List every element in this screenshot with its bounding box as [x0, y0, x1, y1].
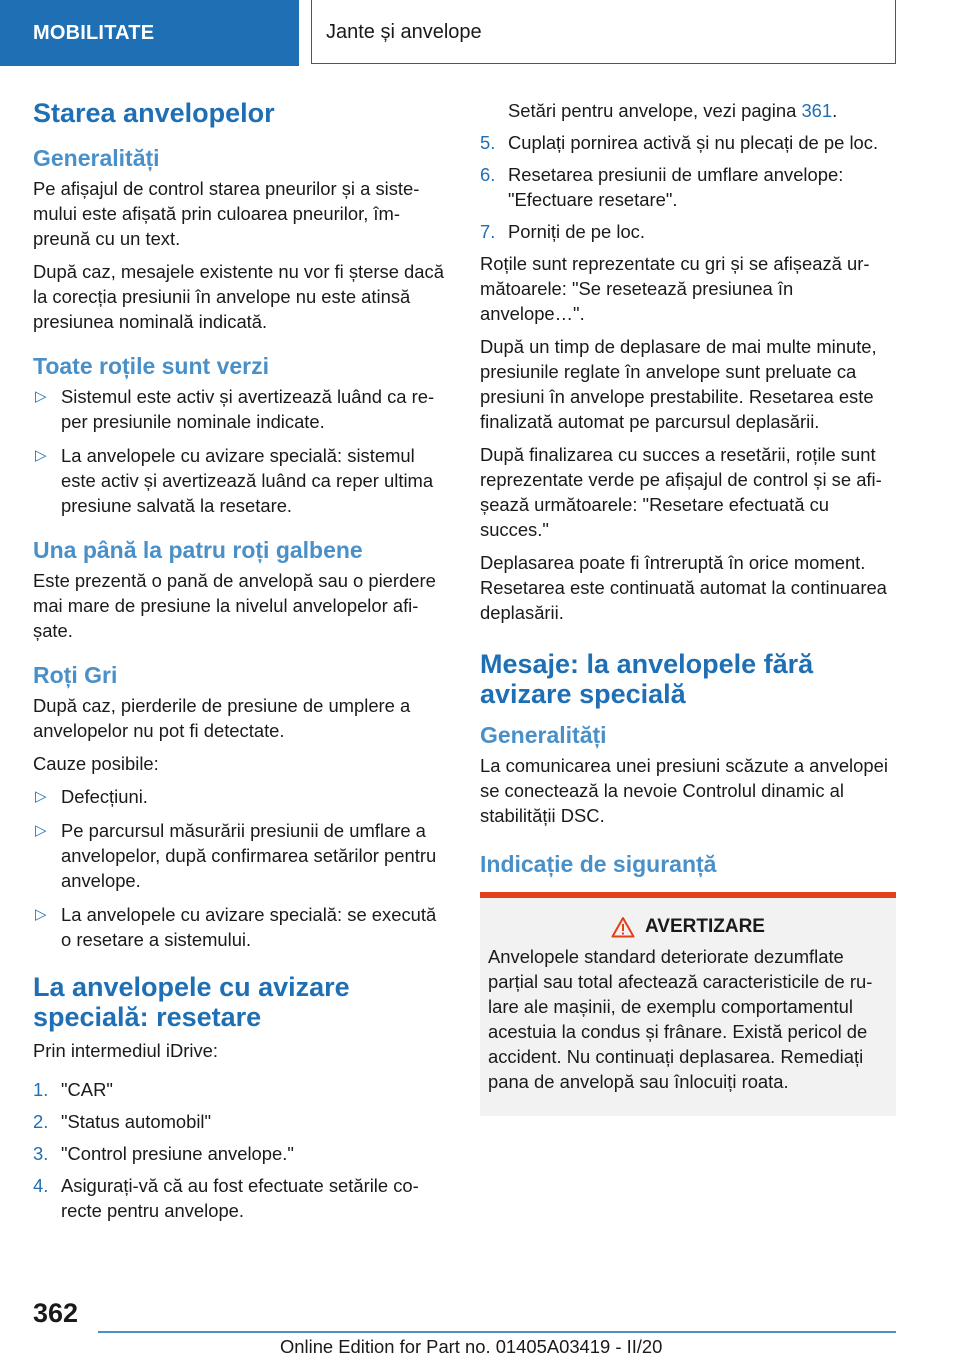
warning-text: Anvelopele standard deteriorate dezumflate parțial sau total afectează caracteristicile de rulare ale mașinii, de exemplu comportamentul acestuia la condus și frânare. Există pericol de accident. Nu continuați deplasarea. Remediați pana de anvelopă sau înlocuiți roata. — [488, 946, 873, 1092]
list-item: ▷ La anvelopele cu avizare specială: se execută o resetare a sistemului. — [35, 904, 437, 950]
triangle-bullet-icon: ▷ — [35, 822, 47, 839]
list-item: ▷ La anvelopele cu avizare specială: sistemul este activ și avertizează luând ca reper ultima presiune salvată la resetare. — [35, 445, 434, 516]
reset-info-paragraph-4: Deplasarea poate fi întreruptă în orice moment. Resetarea este continuată automat la continuarea deplasării. — [480, 552, 887, 623]
grey-wheels-paragraph-2: Cauze posibile: — [33, 753, 159, 774]
chapter-tab: Jante și anvelope — [311, 0, 896, 64]
warning-box — [480, 892, 896, 1116]
step-item: 2. "Status automobil" — [33, 1111, 212, 1132]
messages-title: Mesaje: la anvelopele fără avizare specială — [480, 649, 814, 709]
reset-steps-list-continued — [480, 130, 896, 244]
page-number: 362 — [33, 1298, 79, 1328]
triangle-bullet-icon: ▷ — [35, 788, 47, 805]
page-title: Starea anvelopelor — [33, 98, 275, 128]
general-heading: Generalități — [33, 145, 160, 171]
step-item: 6. Resetarea presiunii de umflare anvelope: "Efectuare resetare". — [480, 164, 844, 210]
reset-title: La anvelopele cu avizare specială: resetare — [33, 972, 350, 1032]
grey-wheels-heading: Roți Gri — [33, 662, 118, 688]
list-item: ▷ Pe parcursul măsurării presiunii de umflare a anvelopelor, după confirmarea setărilor pentru anvelope. — [35, 820, 437, 891]
page-link[interactable]: 361 — [801, 100, 833, 121]
reset-info-paragraph-1: Roțile sunt reprezentate cu gri și se afișează următoarele: "Se resetează presiunea în anvelope…". — [480, 253, 870, 324]
reset-paragraph: Prin intermediul iDrive: — [33, 1040, 218, 1061]
reset-info-paragraph-3: După finalizarea cu succes a resetării, roțile sunt reprezentate verde pe afișajul de control și se afișează următoarele: "Resetare efectuată cu succes." — [480, 444, 882, 540]
step-continuation: Setări pentru anvelope, vezi pagina 361. — [508, 100, 838, 121]
warning-title: AVERTIZARE — [645, 916, 765, 937]
step-item: 3. "Control presiune anvelope." — [33, 1143, 294, 1164]
triangle-bullet-icon: ▷ — [35, 447, 47, 464]
right-column — [480, 98, 896, 1116]
yellow-wheels-heading: Una până la patru roți galbene — [33, 537, 363, 563]
yellow-wheels-paragraph: Este prezentă o pană de anvelopă sau o pierdere mai mare de presiune la nivelul anvelopelor afișate. — [33, 570, 436, 641]
general-paragraph-2: După caz, mesajele existente nu vor fi șterse dacă la corecția presiunii în anvelope nu este atinsă presiunea nominală indicată. — [33, 261, 444, 332]
step-item: 5. Cuplați pornirea activă și nu plecați de pe loc. — [480, 132, 879, 153]
footer-divider — [98, 1331, 896, 1333]
reset-info-paragraph-2: După un timp de deplasare de mai multe minute, presiunile reglate în anvelope sunt preluate ca presiuni în anvelope prestabilite. Resetarea este finalizată automat pe parcursul deplasării. — [480, 336, 877, 432]
green-wheels-list — [33, 384, 448, 518]
general-paragraph-1: Pe afișajul de control starea pneurilor și a sistemului este afișată prin culoarea pneurilor, împreună cu un text. — [33, 178, 420, 249]
safety-heading: Indicație de siguranță — [480, 851, 717, 877]
green-wheels-heading: Toate roțile sunt verzi — [33, 353, 270, 379]
messages-general-paragraph: La comunicarea unei presiuni scăzute a anvelopei se conectează la nevoie Controlul dinamic al stabilității DSC. — [480, 755, 888, 826]
messages-general-heading: Generalități — [480, 722, 607, 748]
triangle-bullet-icon: ▷ — [35, 906, 47, 923]
reset-steps-list — [33, 1077, 448, 1223]
step-item: 1. "CAR" — [33, 1079, 113, 1100]
list-item: ▷ Defecțiuni. — [35, 786, 148, 807]
step-item: 4. Asigurați-vă că au fost efectuate setările corecte pentru anvelope. — [33, 1175, 419, 1221]
page-header — [0, 0, 960, 66]
section-tab: MOBILITATE — [0, 0, 299, 66]
edition-footer: Online Edition for Part no. 01405A03419 - II/20 — [280, 1336, 663, 1357]
warning-triangle-icon — [611, 916, 635, 938]
grey-wheels-list — [33, 784, 448, 952]
warning-header — [488, 916, 888, 938]
triangle-bullet-icon: ▷ — [35, 388, 47, 405]
left-column — [33, 98, 448, 1230]
step-item: 7. Porniți de pe loc. — [480, 221, 645, 242]
grey-wheels-paragraph-1: După caz, pierderile de presiune de umplere a anvelopelor nu pot fi detectate. — [33, 695, 411, 741]
list-item: ▷ Sistemul este activ și avertizează luând ca reper presiunile nominale indicate. — [35, 386, 435, 432]
